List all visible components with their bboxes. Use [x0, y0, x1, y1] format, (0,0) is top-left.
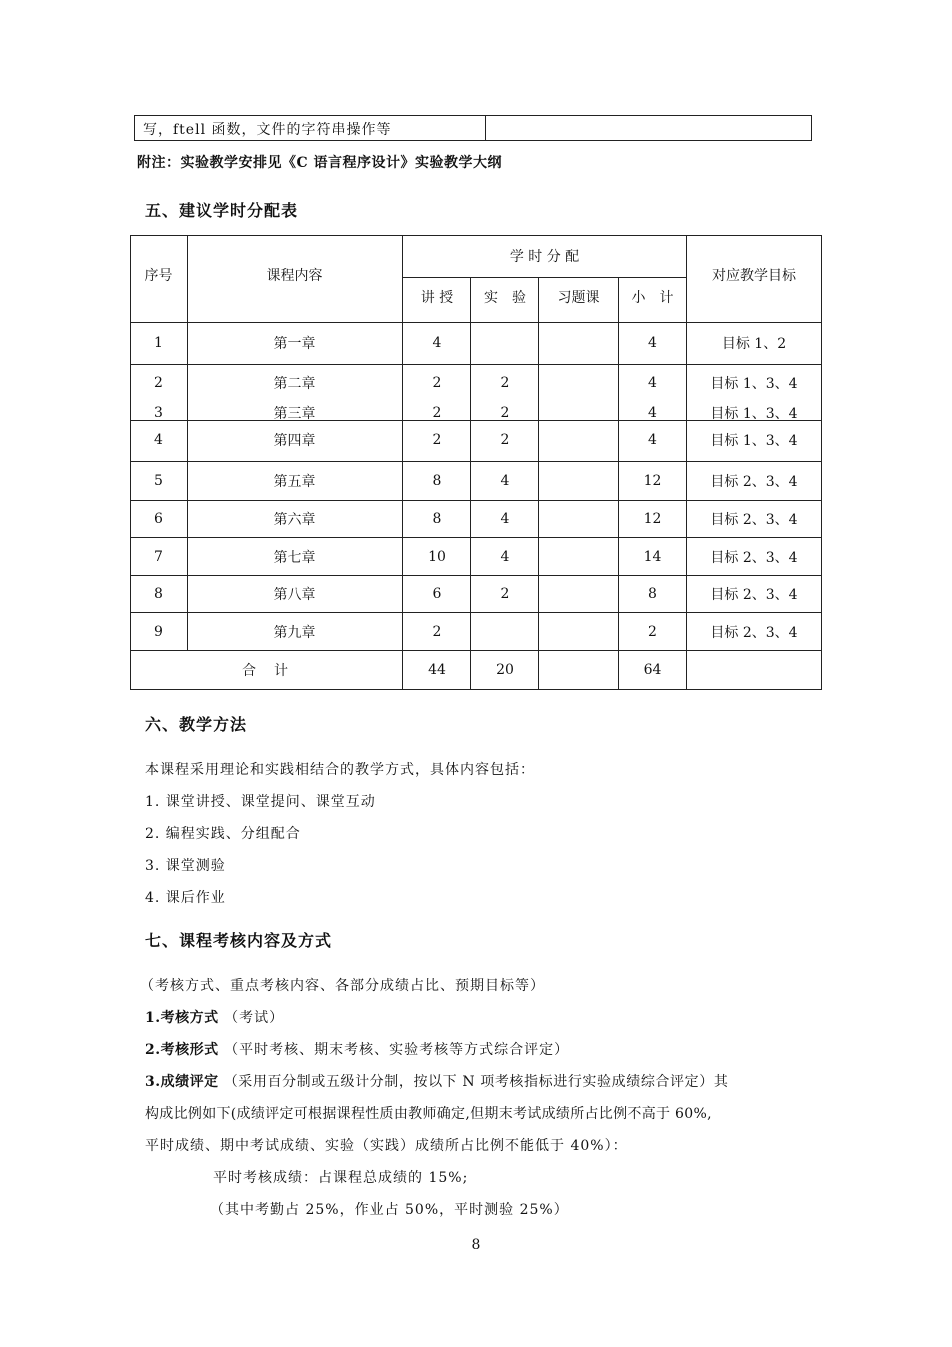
- grading-line3: 平时成绩、期中考试成绩、实验（实践）成绩所占比例不能低于 40%）：: [145, 1138, 628, 1154]
- header-goal: 对应教学目标: [712, 268, 796, 284]
- grading-label: 3.成绩评定: [145, 1074, 219, 1090]
- header-exercise: 习题课: [557, 290, 600, 306]
- hours-table: 序号 课程内容 学 时 分 配 讲 授 实 验 习题课 小 计 对应教学目标 1 第一章 4 4 目标 1、2 2 第二章 2 2 4 目标 1、3、4 3 第三章 2 2 4 目标 1、3、4 4 第四章 2 2 4 目标 1、3、4 5 第五章 8 4 12 目标 2、3、4 6 第六章 8 4 12 目标 2、3、4 7 第七章 10 4 14 目标 2、3、4 8 第八章 6 2 8 目标 2、3、4 9 第九章 2 2 目标 2、3、4 合 计 44 20 64: [130, 235, 822, 690]
- assessment-method-label: 1.考核方式: [145, 1010, 219, 1026]
- continued-table-row: [134, 115, 812, 141]
- header-content: 课程内容: [266, 268, 323, 284]
- list-item: 3. 课堂测验: [145, 858, 226, 874]
- section7-intro: （考核方式、重点考核内容、各部分成绩占比、预期目标等）: [140, 978, 545, 994]
- section6-intro: 本课程采用理论和实践相结合的教学方式，具体内容包括：: [145, 762, 535, 778]
- continued-cell-left: [135, 116, 486, 140]
- header-subtotal: 小 计: [631, 290, 674, 306]
- header-hours: 学 时 分 配: [509, 249, 580, 265]
- section7-title: 七、课程考核内容及方式: [145, 931, 333, 950]
- continued-cell-text: 写，ftell 函数，文件的字符串操作等: [143, 122, 392, 138]
- list-item: 2. 编程实践、分组配合: [145, 826, 301, 842]
- assessment-method-text: （考试）: [224, 1010, 285, 1026]
- grading: [145, 1071, 728, 1091]
- appendix-note: 附注：实验教学安排见《C 语言程序设计》实验教学大纲: [137, 155, 503, 171]
- header-lab: 实 验: [484, 290, 526, 306]
- grading-sub2: （其中考勤占 25%，作业占 50%，平时测验 25%）: [210, 1202, 569, 1218]
- list-item: 1. 课堂讲授、课堂提问、课堂互动: [145, 794, 376, 810]
- header-lecture: 讲 授: [420, 290, 454, 306]
- assessment-method: [145, 1007, 284, 1027]
- assessment-form-label: 2.考核形式: [145, 1042, 219, 1058]
- header-seq: 序号: [144, 268, 173, 284]
- grading-line1: （采用百分制或五级计分制，按以下 N 项考核指标进行实验成绩综合评定）其: [223, 1074, 729, 1090]
- assessment-form: [145, 1039, 569, 1059]
- page-number: 8: [471, 1237, 481, 1253]
- section5-title: 五、建议学时分配表: [145, 201, 299, 220]
- assessment-form-text: （平时考核、期末考核、实验考核等方式综合评定）: [224, 1042, 570, 1058]
- grading-line2: 构成比例如下(成绩评定可根据课程性质由教师确定,但期末考试成绩所占比例不高于 60%,: [145, 1106, 712, 1122]
- section6-title: 六、教学方法: [145, 715, 248, 734]
- grading-sub1: 平时考核成绩：占课程总成绩的 15%;: [213, 1170, 469, 1186]
- list-item: 4. 课后作业: [145, 890, 226, 906]
